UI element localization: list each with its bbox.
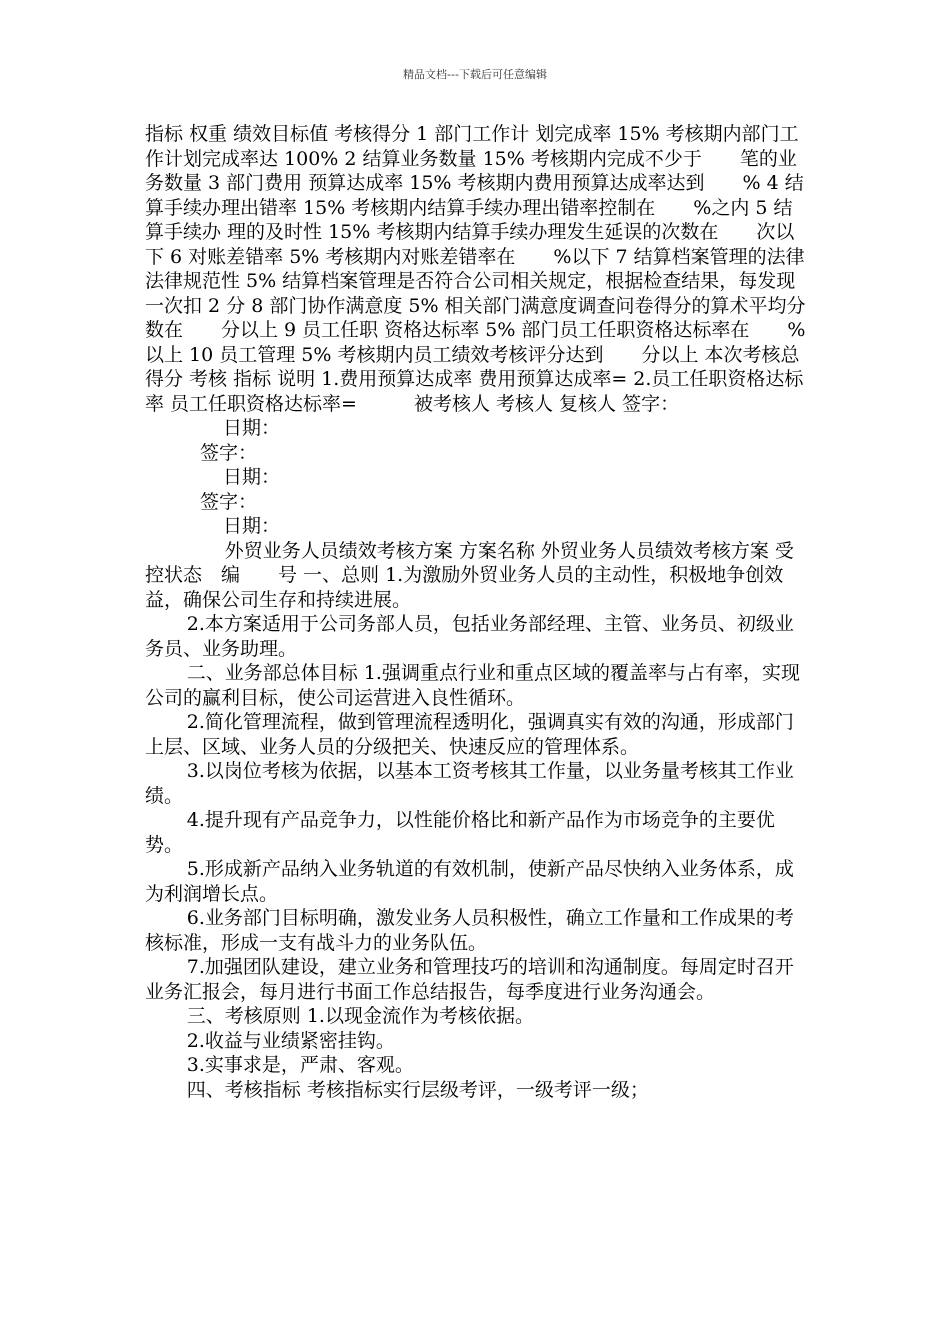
kpi-table-text: 指标 权重 绩效目标值 考核得分 1 部门工作计 划完成率 15% 考核期内部门工作计划完成率达 100% 2 结算业务数量 15% 考核期内完成不少于 笔的业务数量 3 部门费用 预算达成率 15% 考核期内费用预算达成率达到 % 4 结算手续办理出错率 15% 考核期内结算手续办理出错率控制在 %之内 5 结算手续办 理的及时性 15% 考核期内结算手续办理发生延误的次数在 次以下 6 对账差错率 5% 考核期内对账差错率在 %以下 7 结算档案管理的法律法律规范性 5% 结算档案管理是否符合公司相关规定，根据检查结果，每发现一次扣 2 分 8 部门协作满意度 5% 相关部门满意度调查问卷得分的算术平均分数在 分以上 9 员工任职 资格达标率 5% 部门员工任职资格达标率在 %以上 10 员工管理 5% 考核期内员工绩效考核评分达到 分以上 本次考核总得分 考核 指标 说明 1.费用预算达成率 费用预算达成率= 2.员工任职资格达标率 员工任职资格达标率= 被考核人 考核人 复核人 签字： bbox=[145, 123, 806, 415]
paragraph-goal-2: 2.简化管理流程，做到管理流程透明化，强调真实有效的沟通，形成部门上层、区域、业务人员的分级把关、快速反应的管理体系。 bbox=[145, 711, 794, 758]
paragraph-principles: 三、考核原则 1.以现金流作为考核依据。 bbox=[186, 1005, 534, 1027]
paragraph-goal-3: 3.以岗位考核为依据，以基本工资考核其工作量，以业务量考核其工作业绩。 bbox=[145, 760, 794, 807]
document-body bbox=[145, 122, 810, 1102]
paragraph-principle-3: 3.实事求是，严肃、客观。 bbox=[186, 1054, 414, 1076]
paragraph-indicators: 四、考核指标 考核指标实行层级考评，一级考评一级； bbox=[186, 1078, 649, 1101]
plan-intro-paragraph: 外贸业务人员绩效考核方案 方案名称 外贸业务人员绩效考核方案 受控状态 编 号 一、总则 1.为激励外贸业务人员的主动性，积极地争创效益，确保公司生存和持续进展。 bbox=[145, 539, 794, 611]
date-label-2: 日期： bbox=[223, 466, 281, 488]
date-label-1: 日期： bbox=[223, 417, 281, 439]
paragraph-principle-2: 2.收益与业绩紧密挂钩。 bbox=[186, 1029, 395, 1052]
sign-label-3: 签字： bbox=[200, 490, 258, 513]
paragraph-goal-7: 7.加强团队建设，建立业务和管理技巧的培训和沟通制度。每周定时召开业务汇报会，每月进行书面工作总结报告，每季度进行业务沟通会。 bbox=[145, 956, 794, 1003]
page-header: 精品文档---下载后可任意编辑 bbox=[403, 68, 547, 81]
date-label-3: 日期： bbox=[223, 515, 281, 537]
paragraph-goal-5: 5.形成新产品纳入业务轨道的有效机制，使新产品尽快纳入业务体系，成为利润增长点。 bbox=[145, 858, 794, 905]
paragraph-goals: 二、业务部总体目标 1.强调重点行业和重点区域的覆盖率与占有率，实现公司的赢利目标，使公司运营进入良性循环。 bbox=[145, 662, 800, 709]
sign-label-2: 签字： bbox=[200, 441, 258, 464]
paragraph-scope: 2.本方案适用于公司务部人员，包括业务部经理、主管、业务员、初级业务员、业务助理。 bbox=[145, 613, 794, 660]
paragraph-goal-4: 4.提升现有产品竞争力，以性能价格比和新产品作为市场竞争的主要优势。 bbox=[145, 809, 775, 856]
paragraph-goal-6: 6.业务部门目标明确，激发业务人员积极性，确立工作量和工作成果的考核标准，形成一支有战斗力的业务队伍。 bbox=[145, 907, 794, 954]
